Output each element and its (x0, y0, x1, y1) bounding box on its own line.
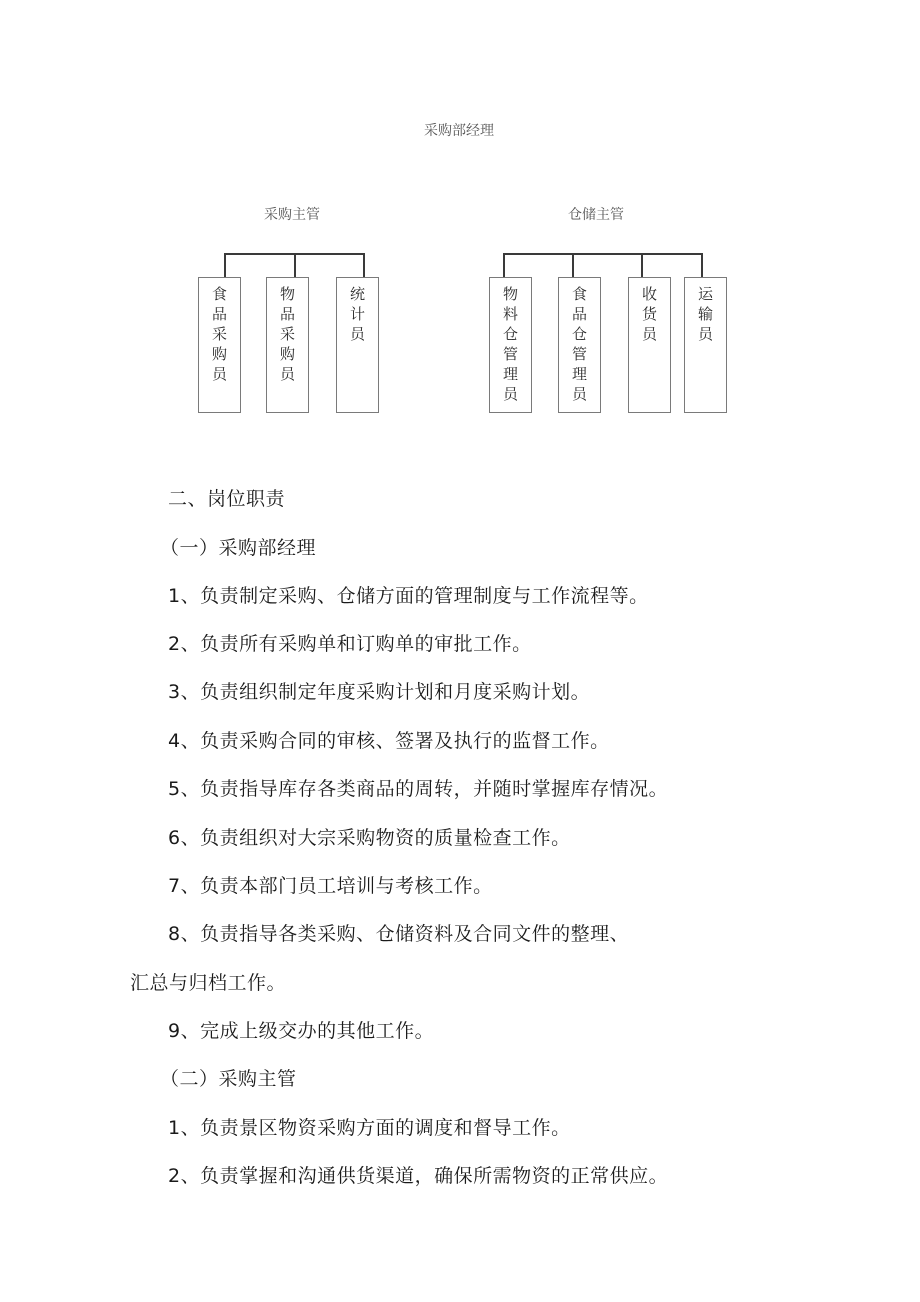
manager-item-4: 4、负责采购合同的审核、签署及执行的监督工作。 (168, 730, 610, 752)
org-box-label: 食品采购员 (211, 285, 227, 383)
org-box-food-keeper (558, 277, 601, 413)
right-bracket-drop-1 (503, 253, 505, 279)
manager-item-8: 8、负责指导各类采购、仓储资料及合同文件的整理、 (168, 923, 630, 945)
org-box-transporter (684, 277, 727, 413)
right-bracket-horizontal (503, 253, 703, 255)
org-top-title: 采购部经理 (424, 123, 494, 139)
supervisor-item-1: 1、负责景区物资采购方面的调度和督导工作。 (168, 1117, 571, 1139)
org-box-food-buyer (198, 277, 241, 413)
left-bracket-drop-3 (363, 253, 365, 279)
left-bracket-drop-1 (224, 253, 226, 279)
org-box-label: 统计员 (349, 285, 365, 343)
right-bracket-drop-2 (572, 253, 574, 279)
right-bracket-drop-3 (641, 253, 643, 279)
manager-item-5: 5、负责指导库存各类商品的周转，并随时掌握库存情况。 (168, 778, 669, 800)
org-box-label: 物料仓管理员 (502, 285, 518, 403)
manager-item-3: 3、负责组织制定年度采购计划和月度采购计划。 (168, 681, 591, 703)
manager-item-9: 9、完成上级交办的其他工作。 (168, 1020, 435, 1042)
manager-item-6: 6、负责组织对大宗采购物资的质量检查工作。 (168, 827, 571, 849)
org-box-goods-buyer (266, 277, 309, 413)
left-bracket-drop-2 (294, 253, 296, 279)
org-box-materials-keeper (489, 277, 532, 413)
org-box-statistician (336, 277, 379, 413)
supervisor-item-2: 2、负责掌握和沟通供货渠道，确保所需物资的正常供应。 (168, 1165, 669, 1187)
right-bracket-drop-4 (701, 253, 703, 279)
manager-item-7: 7、负责本部门员工培训与考核工作。 (168, 875, 493, 897)
manager-title: （一）采购部经理 (160, 537, 317, 559)
org-box-receiver (628, 277, 671, 413)
org-left-head: 采购主管 (264, 207, 320, 223)
org-box-label: 物品采购员 (279, 285, 295, 383)
manager-item-1: 1、负责制定采购、仓储方面的管理制度与工作流程等。 (168, 585, 649, 607)
org-box-label: 运输员 (697, 285, 713, 343)
org-box-label: 食品仓管理员 (571, 285, 587, 403)
org-right-head: 仓储主管 (568, 207, 624, 223)
supervisor-title: （二）采购主管 (160, 1068, 297, 1090)
org-box-label: 收货员 (641, 285, 657, 343)
section-heading: 二、岗位职责 (168, 488, 286, 510)
manager-item-2: 2、负责所有采购单和订购单的审批工作。 (168, 633, 532, 655)
manager-item-8-continued: 汇总与归档工作。 (130, 972, 287, 994)
